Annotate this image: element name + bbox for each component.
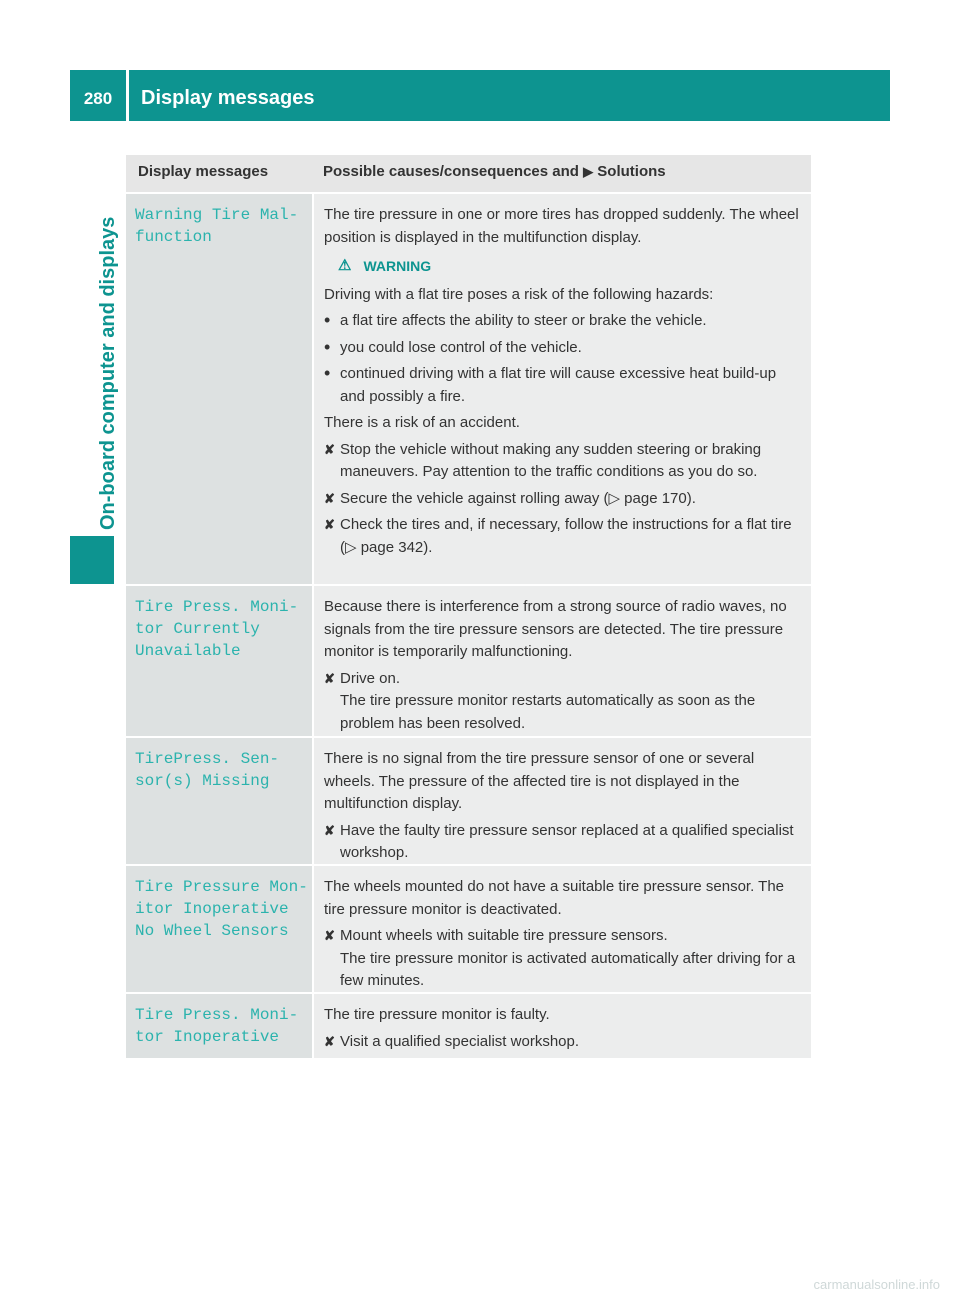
row-description	[314, 194, 811, 584]
row-intro: The tire pressure in one or more tires has dropped suddenly. The wheel position is displayed in the multifunction display.	[324, 206, 799, 246]
step-detail: The tire pressure monitor restarts automatically as soon as the problem has been resolved.	[340, 692, 756, 732]
side-marker	[70, 536, 114, 584]
row-description	[314, 586, 811, 736]
col-header-causes-label: Possible causes/consequences and	[323, 163, 579, 180]
display-message: Tire Press. Moni‐ tor Currently Unavailable	[126, 586, 312, 736]
warning-text: Driving with a flat tire poses a risk of the following hazards:	[324, 285, 714, 303]
arrow-marker-icon: ✘	[324, 490, 335, 506]
arrow-marker-icon: ✘	[324, 517, 335, 532]
step-text	[340, 668, 805, 736]
step-item	[324, 439, 805, 484]
table-row	[126, 866, 811, 992]
arrow-marker-icon: ✘	[324, 1033, 335, 1049]
arrow-marker-icon: ✘	[324, 670, 335, 686]
warning-triangle-icon: ⚠	[338, 257, 352, 274]
bullet-text: you could lose control of the vehicle.	[340, 338, 582, 356]
arrow-marker-icon: ✘	[324, 928, 335, 943]
bullet-icon: •	[324, 310, 331, 330]
table-row	[126, 994, 811, 1058]
step-text: Visit a qualified specialist workshop.	[340, 1032, 580, 1050]
bullet-icon: •	[324, 363, 331, 383]
row-intro: Because there is interference from a strong source of radio waves, no signals from the tire pressure sensors are detected. The tire pressure monitor is temporarily malfunctioning.	[324, 598, 787, 660]
step-text	[340, 925, 805, 993]
step-item	[324, 514, 805, 559]
display-message: Warning Tire Mal‐ function	[126, 194, 312, 584]
step-text: Stop the vehicle without making any sudden steering or braking maneuvers. Pay attention to the traffic conditions as you do so.	[340, 440, 762, 480]
step-item	[324, 1031, 805, 1054]
warning-heading	[338, 255, 805, 278]
section-title: Display messages	[141, 87, 315, 109]
step-item	[324, 820, 805, 865]
display-messages-table	[126, 155, 811, 1060]
list-item	[324, 337, 805, 360]
display-message: Tire Pressure Mon‐ itor Inoperative No Wheel Sensors	[126, 866, 312, 992]
arrow-marker-icon: ✘	[324, 822, 335, 838]
table-header	[126, 155, 811, 192]
watermark: carmanualsonline.info	[813, 1277, 940, 1292]
display-message: TirePress. Sen‐ sor(s) Missing	[126, 738, 312, 864]
warning-label: WARNING	[363, 258, 432, 274]
display-message: Tire Press. Moni‐ tor Inoperative	[126, 994, 312, 1058]
step-label: Mount wheels with suitable tire pressure sensors.	[340, 927, 668, 944]
arrow-marker-icon: ✘	[324, 441, 335, 457]
step-text: Check the tires and, if necessary, follow the instructions for a flat tire (▷ page 342).	[340, 516, 792, 556]
col-header-messages: Display messages	[138, 163, 269, 180]
list-item	[324, 310, 805, 333]
header-divider	[126, 70, 129, 121]
side-chapter-label: On-board computer and displays	[97, 216, 119, 530]
table-row	[126, 738, 811, 864]
row-description	[314, 738, 811, 864]
page-number: 280	[83, 89, 113, 108]
row-intro: The tire pressure monitor is faulty.	[324, 1006, 550, 1023]
step-detail: The tire pressure monitor is activated automatically after driving for a few minutes.	[340, 949, 796, 989]
row-description	[314, 994, 811, 1058]
step-item	[324, 668, 805, 736]
row-description	[314, 866, 811, 992]
table-row	[126, 586, 811, 736]
col-header-causes	[314, 155, 811, 192]
step-item	[324, 488, 805, 511]
row-intro: The wheels mounted do not have a suitable tire pressure sensor. The tire pressure monitor is deactivated.	[324, 878, 784, 918]
table-row	[126, 194, 811, 584]
step-text: Secure the vehicle against rolling away (▷ page 170).	[340, 489, 696, 507]
bullet-icon: •	[324, 336, 331, 357]
list-item	[324, 363, 805, 408]
step-text: Have the faulty tire pressure sensor replaced at a qualified specialist workshop.	[340, 821, 794, 861]
row-intro: There is no signal from the tire pressure sensor of one or several wheels. The pressure of the affected tire is not displayed in the multifunction display.	[324, 750, 755, 812]
step-label: Drive on.	[340, 669, 401, 687]
col-header-solutions-label: Solutions	[597, 163, 666, 180]
bullet-text: a flat tire affects the ability to steer or brake the vehicle.	[340, 312, 707, 329]
bullet-text: continued driving with a flat tire will cause excessive heat build-up and possibly a fire.	[340, 365, 777, 405]
play-arrow-icon: ▶	[583, 164, 594, 179]
step-item	[324, 925, 805, 993]
risk-text: There is a risk of an accident.	[324, 414, 520, 431]
